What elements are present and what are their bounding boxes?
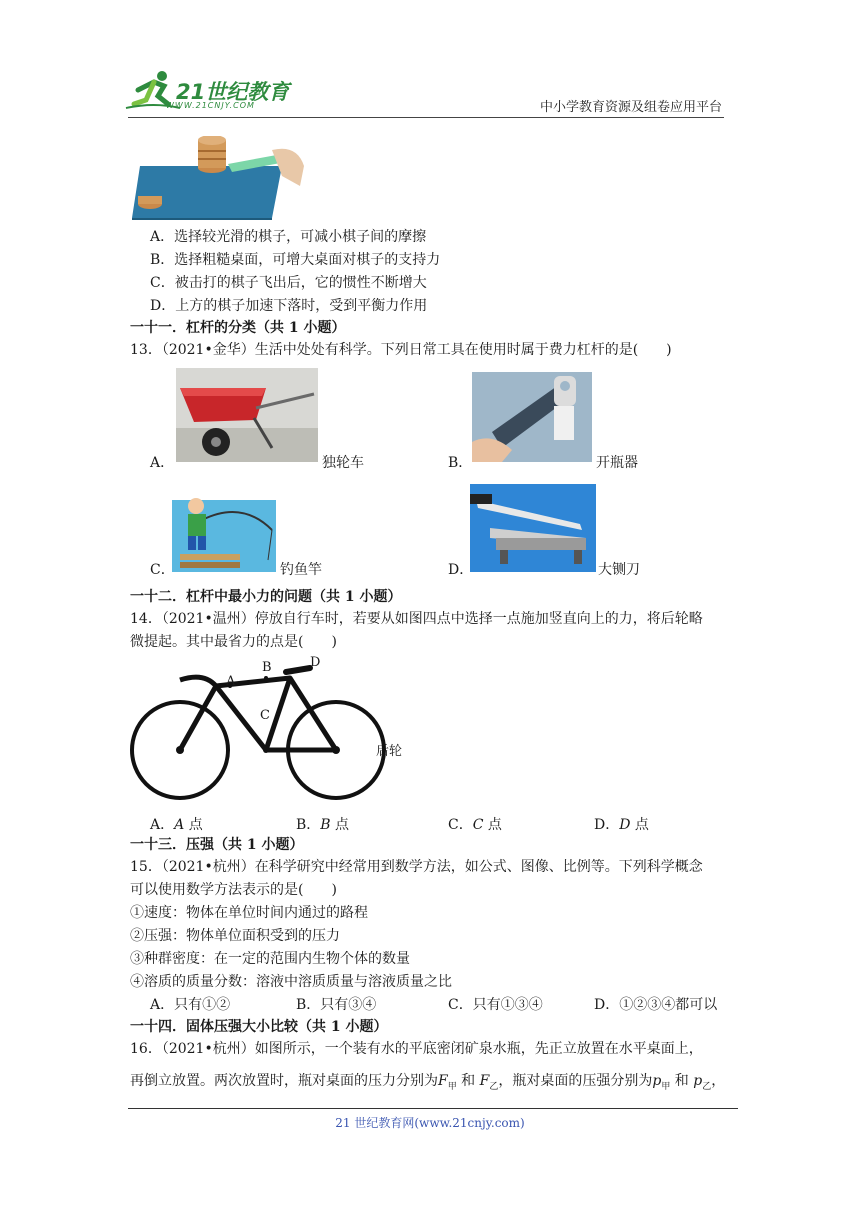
- q15-option-b: B．只有③④: [296, 997, 377, 1013]
- platform-name: 中小学教育资源及组卷应用平台: [540, 100, 723, 115]
- bike-label-a: A: [226, 674, 236, 689]
- q16-stem-line1: 16．（2021•杭州）如图所示，一个装有水的平底密闭矿泉水瓶，先正立放置在水平桌面上，: [130, 1041, 703, 1057]
- q12-option-b: B．选择粗糙桌面，可增大桌面对棋子的支持力: [150, 252, 441, 268]
- q13-option-c-letter: C．: [150, 562, 175, 578]
- header-divider: [128, 117, 724, 118]
- bicycle-diagram: [130, 654, 420, 804]
- q14-stem-line1: 14．（2021•温州）停放自行车时，若要从如图四点中选择一点施加竖直向上的力，将后轮略: [130, 611, 703, 627]
- q14-option-d: D．D 点: [594, 817, 649, 833]
- section-heading-13: 一十三．压强（共 1 小题）: [130, 837, 304, 853]
- q12-option-a: A．选择较光滑的棋子，可减小棋子间的摩擦: [150, 229, 427, 245]
- logo-url: WWW.21CNJY.COM: [166, 101, 255, 110]
- q14-option-c: C．C 点: [448, 817, 502, 833]
- q15-item-4: ④溶质的质量分数：溶液中溶质质量与溶液质量之比: [130, 974, 452, 990]
- section-heading-11: 一十一．杠杆的分类（共 1 小题）: [130, 320, 346, 336]
- q13-option-d-letter: D．: [448, 562, 474, 578]
- q15-stem-line2: 可以使用数学方法表示的是( ): [130, 882, 337, 898]
- section-heading-14: 一十四．固体压强大小比较（共 1 小题）: [130, 1019, 388, 1035]
- wheelbarrow-image: [176, 368, 318, 462]
- q14-stem-line2: 微提起。其中最省力的点是( ): [130, 634, 337, 650]
- q16-stem-line2: 再倒立放置。两次放置时，瓶对桌面的压力分别为$F_甲$ 和 $F_乙$，瓶对桌面的压强分别为$p_甲$ 和 $p_乙$，: [130, 1073, 726, 1092]
- q13-option-b-name: 开瓶器: [596, 455, 638, 471]
- q15-item-2: ②压强：物体单位面积受到的压力: [130, 928, 340, 944]
- footer-text: 21 世纪教育网(www.21cnjy.com): [335, 1116, 525, 1130]
- q13-option-a-name: 独轮车: [322, 455, 364, 471]
- q13-option-c-name: 钓鱼竿: [280, 562, 322, 578]
- q15-stem-line1: 15．（2021•杭州）在科学研究中经常用到数学方法，如公式、图像、比例等。下列科学概念: [130, 859, 703, 875]
- q12-option-d: D．上方的棋子加速下落时，受到平衡力作用: [150, 298, 428, 314]
- bike-label-rear: 后轮: [376, 744, 403, 759]
- guillotine-cutter-image: [470, 484, 596, 572]
- q13-stem: 13．（2021•金华）生活中处处有科学。下列日常工具在使用时属于费力杠杆的是( ): [130, 342, 672, 358]
- q14-option-a: A．A 点: [150, 817, 203, 833]
- q13-option-d-name: 大铡刀: [598, 562, 640, 578]
- q14-option-b: B．B 点: [296, 817, 350, 833]
- chess-pieces-image: [132, 136, 306, 220]
- q15-item-3: ③种群密度：在一定的范围内生物个体的数量: [130, 951, 410, 967]
- bike-label-d: D: [310, 655, 321, 670]
- q13-option-a-letter: A．: [150, 455, 175, 471]
- bike-label-c: C: [260, 708, 270, 723]
- fishing-rod-image: [172, 490, 276, 572]
- q15-option-a: A．只有①②: [150, 997, 231, 1013]
- q15-option-c: C．只有①③④: [448, 997, 543, 1013]
- bike-label-b: B: [262, 660, 272, 675]
- q15-item-1: ①速度：物体在单位时间内通过的路程: [130, 905, 368, 921]
- section-heading-12: 一十二．杠杆中最小力的问题（共 1 小题）: [130, 589, 402, 605]
- footer-divider: [128, 1108, 738, 1109]
- q12-option-c: C．被击打的棋子飞出后，它的惯性不断增大: [150, 275, 427, 291]
- bottle-opener-image: [472, 372, 592, 462]
- q15-option-d: D．①②③④都可以: [594, 997, 718, 1013]
- logo-text: 21世纪教育: [176, 80, 290, 104]
- q13-option-b-letter: B．: [448, 455, 473, 471]
